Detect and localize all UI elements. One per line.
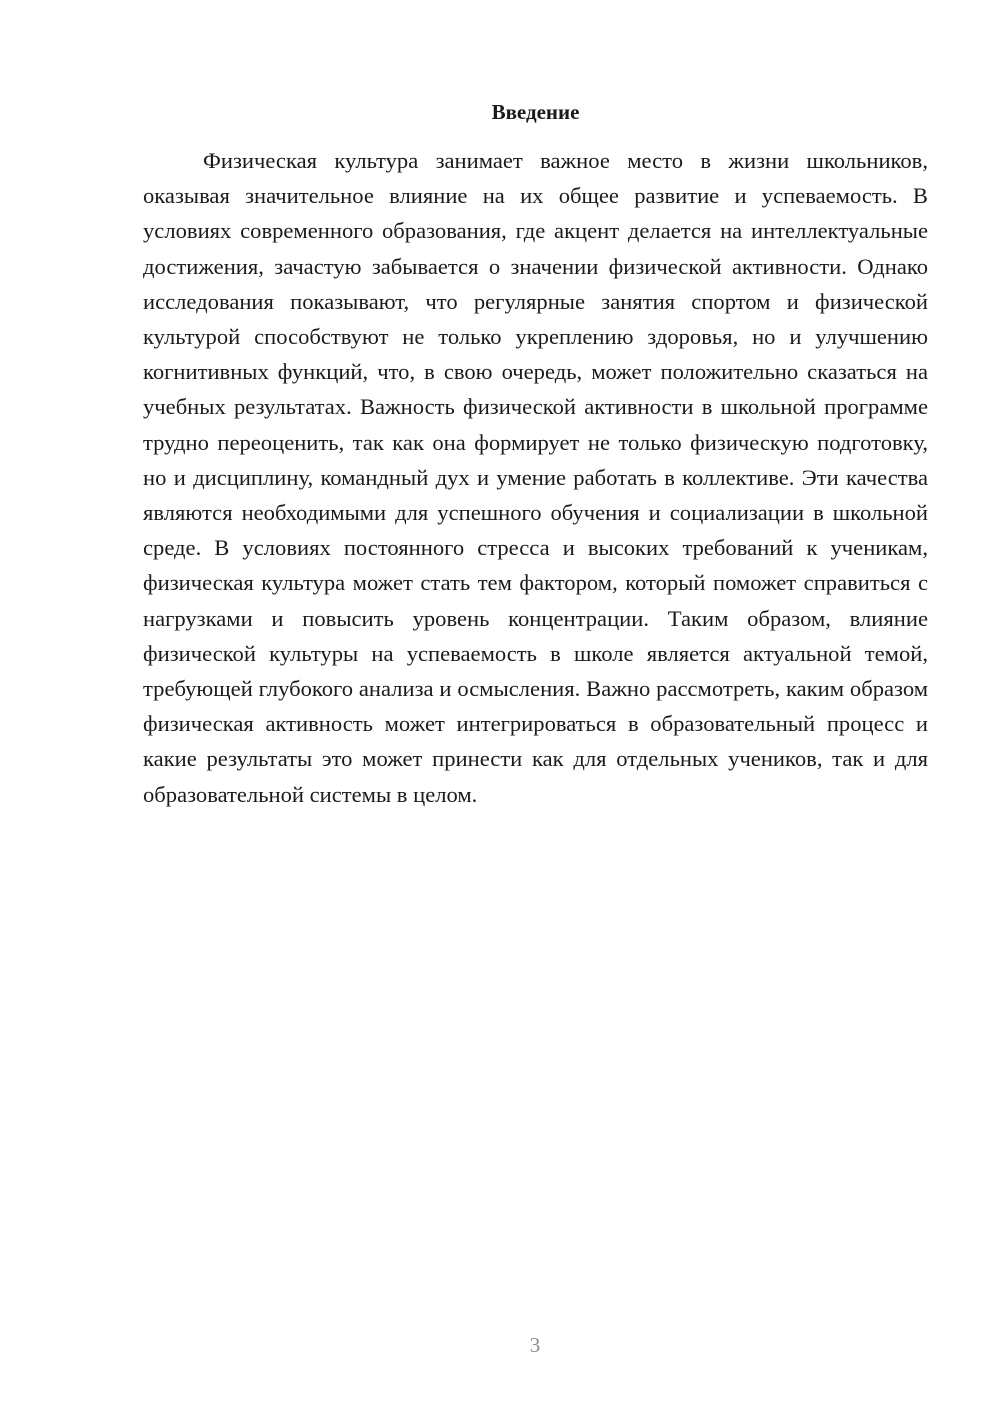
page-number: 3 (529, 1333, 541, 1357)
section-heading: Введение (491, 100, 580, 124)
body-paragraph: Физическая культура занимает важное место в жизни школьников, оказывая значительное влияние на их общее развитие и успеваемость. В условиях современного образования, где акцент делается на интеллектуальные достижения, зачастую забывается о значении физической активности. Однако исследования показывают, что регулярные занятия спортом и физической культурой способствуют не только укреплению здоровья, но и улучшению когнитивных функций, что, в свою очередь, может положительно сказаться на учебных результатах. Важность физической активности в школьной программе трудно переоценить, так как она формирует не только физическую подготовку, но и дисциплину, командный дух и умение работать в коллективе. Эти качества являются необходимыми для успешного обучения и социализации в школьной среде. В условиях постоянного стресса и высоких требований к ученикам, физическая культура может стать тем фактором, который поможет справиться с нагрузками и повысить уровень концентрации. Таким образом, влияние физической культуры на успеваемость в школе является актуальной темой, требующей глубокого анализа и осмысления. Важно рассмотреть, каким образом физическая активность может интегрироваться в образовательный процесс и какие результаты это может принести как для отдельных учеников, так и для образовательной системы в целом. (143, 148, 928, 807)
